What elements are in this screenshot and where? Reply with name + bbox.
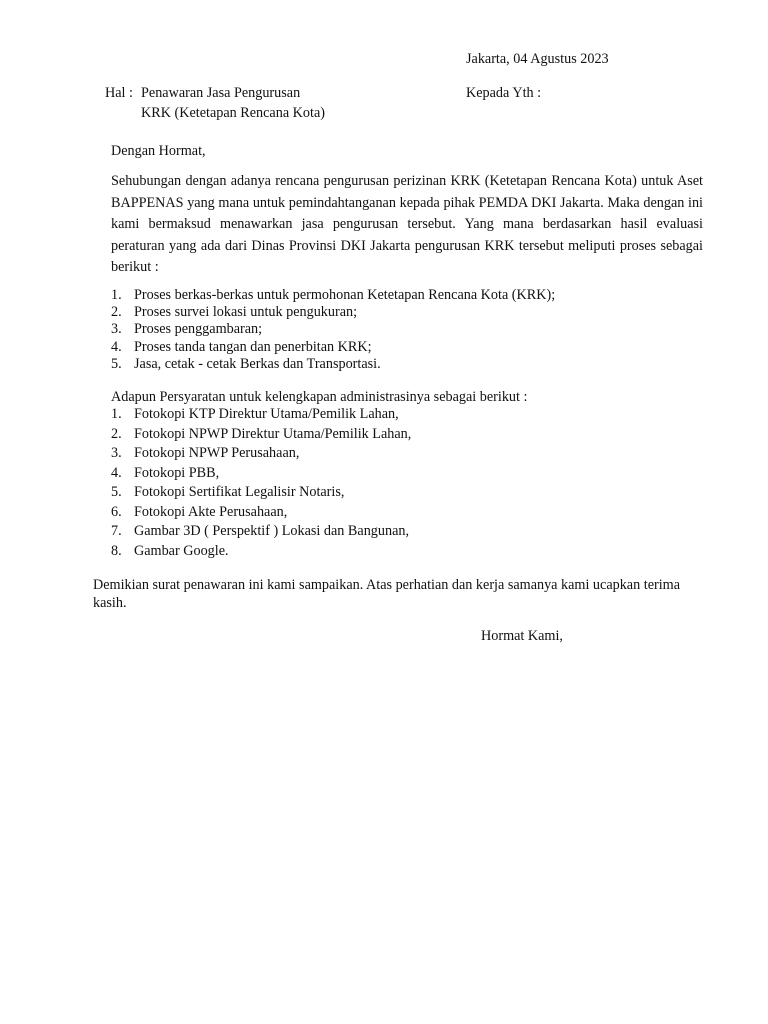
list-item-number: 4. [111, 338, 122, 355]
list-item [111, 405, 411, 425]
process-list [111, 287, 555, 373]
list-item-number: 7. [111, 523, 122, 539]
list-item-number: 4. [111, 464, 122, 481]
list-item-text: Fotokopi NPWP Direktur Utama/Pemilik Lahan, [134, 425, 412, 442]
list-item [111, 503, 411, 523]
list-item-text: Gambar 3D ( Perspektif ) Lokasi dan Bangunan, [134, 523, 410, 539]
list-item-text: Proses tanda tangan dan penerbitan KRK; [134, 338, 372, 355]
list-item-number: 5. [111, 355, 122, 372]
list-item-text: Proses berkas-berkas untuk permohonan Ketetapan Rencana Kota (KRK); [134, 287, 556, 303]
list-item-number: 1. [111, 406, 122, 422]
body-paragraph: Sehubungan dengan adanya rencana pengurusan perizinan KRK (Ketetapan Rencana Kota) untuk Aset BAPPENAS yang mana untuk pemindahtanganan kepada pihak PEMDA DKI Jakarta. Maka dengan ini kami bermaksud menawarkan jasa pengurusan tersebut. Yang mana berdasarkan hasil evaluasi peraturan yang ada dari Dinas Provinsi DKI Jakarta pengurusan KRK tersebut meliputi proses sebagai berikut : [111, 173, 703, 276]
list-item-text: Fotokopi KTP Direktur Utama/Pemilik Lahan, [134, 406, 399, 422]
list-item-text: Proses survei lokasi untuk pengukuran; [134, 304, 358, 321]
list-item [111, 287, 555, 304]
requirements-list [111, 405, 411, 561]
subject-label: Hal : [105, 85, 133, 101]
list-item-number: 2. [111, 304, 122, 321]
list-item [111, 444, 411, 464]
list-item [111, 522, 411, 542]
list-item [111, 464, 411, 484]
list-item-text: Proses penggambaran; [134, 321, 263, 338]
list-item-text: Gambar Google. [134, 542, 229, 559]
list-item [111, 321, 555, 338]
list-item [111, 425, 411, 445]
list-item [111, 483, 411, 503]
list-item-number: 5. [111, 484, 122, 500]
list-item-number: 3. [111, 445, 122, 461]
list-item-text: Jasa, cetak - cetak Berkas dan Transportasi. [134, 355, 381, 372]
list-item [111, 356, 555, 373]
list-item-text: Fotokopi PBB, [134, 464, 220, 481]
closing-paragraph: Demikian surat penawaran ini kami sampaikan. Atas perhatian dan kerja samanya kami ucapkan terima kasih. [93, 577, 680, 611]
requirements-intro: Adapun Persyaratan untuk kelengkapan administrasinya sebagai berikut : [111, 389, 528, 405]
list-item-number: 6. [111, 503, 122, 520]
list-item [111, 542, 411, 562]
list-item [111, 339, 555, 356]
list-item [111, 304, 555, 321]
subject-line-1: Penawaran Jasa Pengurusan [141, 85, 301, 101]
list-item-text: Fotokopi NPWP Perusahaan, [134, 445, 300, 461]
list-item-number: 8. [111, 542, 122, 559]
subject-line-2: KRK (Ketetapan Rencana Kota) [141, 105, 325, 121]
list-item-number: 3. [111, 321, 122, 338]
list-item-text: Fotokopi Sertifikat Legalisir Notaris, [134, 484, 345, 500]
recipient-label: Kepada Yth : [466, 85, 542, 101]
letter-date: Jakarta, 04 Agustus 2023 [466, 51, 609, 67]
list-item-text: Fotokopi Akte Perusahaan, [134, 503, 288, 520]
sign-off: Hormat Kami, [481, 628, 563, 644]
list-item-number: 1. [111, 287, 122, 303]
list-item-number: 2. [111, 425, 122, 442]
greeting: Dengan Hormat, [111, 143, 206, 159]
